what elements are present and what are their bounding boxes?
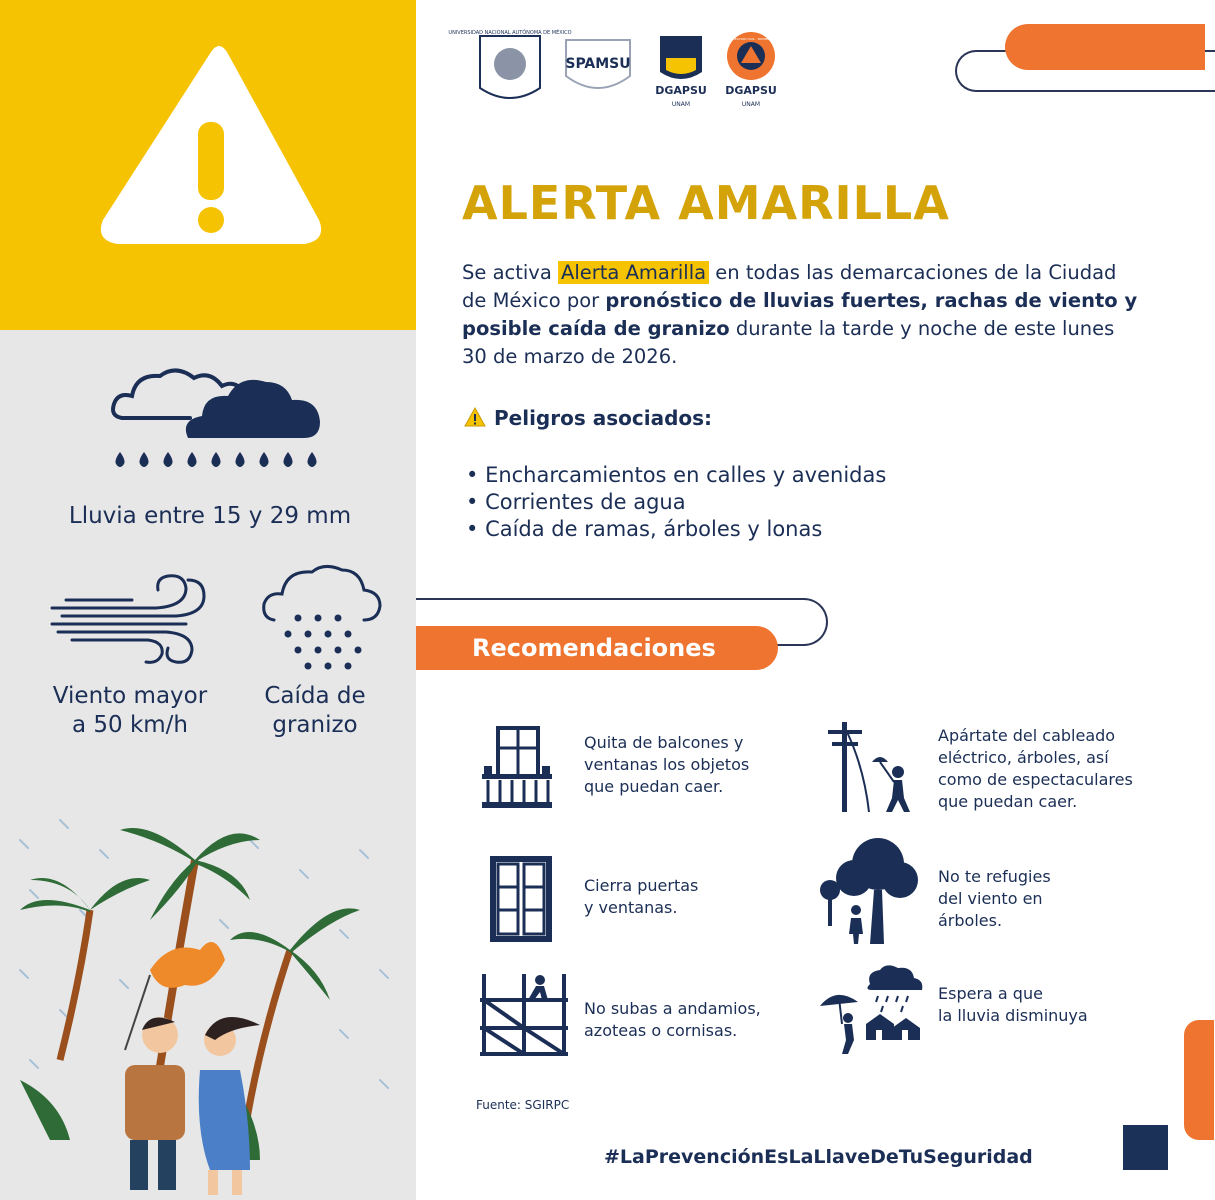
- window-icon: [484, 854, 558, 944]
- recommendation-text: [938, 866, 1051, 932]
- rec-line: como de espectaculares: [938, 770, 1133, 789]
- recommendation-text: [584, 732, 749, 798]
- wind-label: [30, 682, 230, 741]
- wind-icon: [36, 572, 216, 668]
- proteccion-civil-logo: [725, 32, 777, 108]
- recommendation-text: [938, 725, 1133, 813]
- rec-line: ventanas los objetos: [584, 755, 750, 774]
- rec-line: que puedan caer.: [584, 777, 724, 796]
- rec-line: Cierra puertas: [584, 876, 699, 895]
- dgapsu2-sub: UNAM: [741, 101, 761, 108]
- recommendation-text: [584, 998, 761, 1042]
- rec-line: eléctrico, árboles, así: [938, 748, 1109, 767]
- spamsu-logo: [565, 40, 630, 88]
- scaffold-icon: [478, 970, 570, 1058]
- hazards-heading: [464, 406, 712, 430]
- hazard-item: • Encharcamientos en calles y avenidas: [466, 462, 886, 489]
- decorative-orange-bar: [1184, 1020, 1214, 1140]
- hazard-item: • Caída de ramas, árboles y lonas: [466, 516, 886, 543]
- dgapsu-sub: UNAM: [671, 101, 691, 108]
- alert-description: [462, 259, 1142, 371]
- desc-part3: durante la tarde y noche de este lunes 30 de marzo de 2026.: [462, 317, 1115, 368]
- desc-bold: pronóstico de lluvias fuertes, rachas de viento y posible caída de granizo: [462, 289, 1138, 340]
- hashtag: #LaPrevenciónEsLaLlaveDeTuSeguridad: [604, 1146, 1033, 1168]
- dgapsu-logo: [655, 36, 707, 108]
- dgapsu2-text: DGAPSU: [725, 84, 777, 97]
- wind-label-line2: a 50 km/h: [71, 712, 189, 739]
- proteccion-ring-text: PROTECCIÓN CIVIL · BOMBEROS: [726, 37, 776, 41]
- alert-title: ALERTA AMARILLA: [462, 176, 950, 230]
- desc-highlight: Alerta Amarilla: [558, 261, 709, 284]
- small-warning-icon: [464, 407, 486, 427]
- balcony-icon: [478, 726, 556, 810]
- hail-label: [240, 682, 390, 741]
- hail-label-line2: granizo: [272, 712, 358, 739]
- rec-line: la lluvia disminuya: [938, 1006, 1088, 1025]
- desc-part2: en todas las demarcaciones de la Ciudad de México por: [462, 261, 1117, 312]
- rec-line: No subas a andamios,: [584, 999, 761, 1018]
- decorative-orange-pill-top: [1005, 24, 1205, 70]
- hazards-list: [466, 462, 886, 543]
- recommendations-heading: Recomendaciones: [416, 626, 778, 670]
- unam-seal-logo: [448, 28, 571, 98]
- hail-cloud-icon: [260, 562, 384, 678]
- recommendation-text: [938, 983, 1088, 1027]
- storm-people-illustration: [0, 800, 416, 1200]
- wind-label-line1: Viento mayor: [52, 683, 208, 709]
- rec-line: Espera a que: [938, 984, 1043, 1003]
- rec-line: y ventanas.: [584, 898, 678, 917]
- desc-part1: Se activa: [462, 261, 558, 284]
- rec-line: No te refugies: [938, 867, 1051, 886]
- power-line-icon: [824, 718, 914, 814]
- tree-icon: [816, 834, 922, 946]
- recommendation-text: [584, 875, 698, 919]
- hazards-title-text: Peligros asociados:: [494, 406, 713, 430]
- dgapsu-text: DGAPSU: [655, 84, 707, 97]
- unam-seal-text: UNIVERSIDAD NACIONAL AUTÓNOMA DE MÉXICO: [448, 30, 572, 36]
- hail-label-line1: Caída de: [264, 683, 366, 709]
- rec-line: del viento en: [938, 889, 1043, 908]
- rain-label: Lluvia entre 15 y 29 mm: [68, 503, 352, 529]
- institution-logos: [448, 30, 790, 110]
- rec-line: azoteas o cornisas.: [584, 1021, 738, 1040]
- decorative-navy-square: [1123, 1125, 1168, 1170]
- warning-icon: [95, 40, 327, 252]
- rain-cloud-icon: [110, 360, 330, 480]
- source-note: Fuente: SGIRPC: [476, 1098, 570, 1112]
- spamsu-text: SPAMSU: [565, 56, 631, 72]
- rec-line: Quita de balcones y: [584, 733, 744, 752]
- rec-line: que puedan caer.: [938, 792, 1078, 811]
- rec-line: árboles.: [938, 911, 1003, 930]
- storm-shelter-icon: [818, 962, 926, 1056]
- rec-line: Apártate del cableado: [938, 726, 1116, 745]
- hazard-item: • Corrientes de agua: [466, 489, 886, 516]
